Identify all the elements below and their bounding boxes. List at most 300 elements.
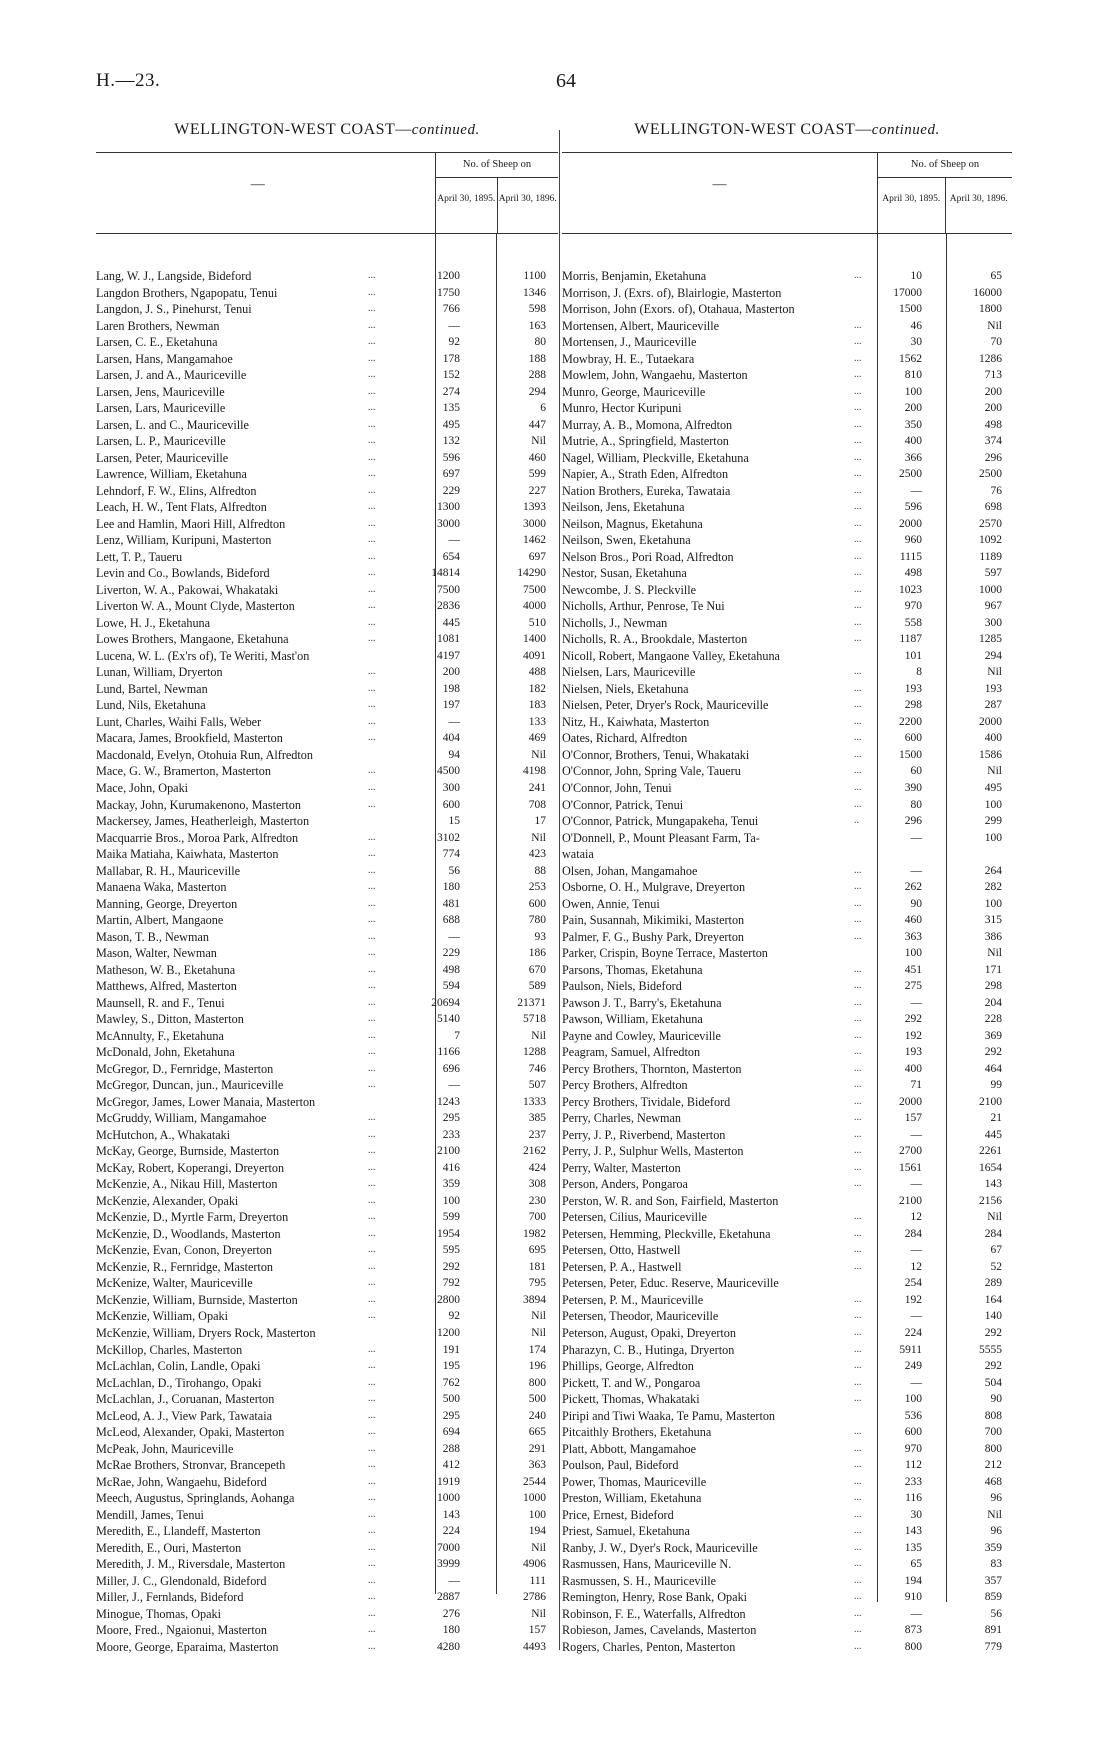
column-title-suffix: continued. [411,122,480,138]
owner-name: McKenzie, William, Dryers Rock, Masterton [96,1326,316,1340]
sheep-1896: 488 [528,666,546,679]
owner-name: Larsen, C. E., Eketahuna [96,335,218,350]
owner-name: Mallabar, R. H., Mauriceville [96,863,241,878]
sheep-1896: 2162 [523,1145,546,1158]
leader-dots: ... [854,1029,862,1041]
owner-name: Liverton, W. A., Pakowai, Whakataki [96,582,279,597]
leader-dots: ... [854,1607,862,1619]
sheep-1896: 164 [984,1293,1002,1306]
leader-dots: ... [368,583,376,595]
owner-name: McLeod, Alexander, Opaki, Masterton [96,1425,285,1440]
sheep-1896: 2261 [979,1145,1002,1158]
sheep-1896: 288 [528,369,546,382]
sheep-1895: — [448,930,460,943]
table-row [562,483,1012,500]
leader-dots: ... [368,550,376,562]
table-row [96,1127,558,1144]
sheep-1895: 152 [442,369,460,382]
page-number: 64 [556,70,576,92]
owner-name: Minogue, Thomas, Opaki [96,1606,222,1621]
leader-dots: ... [368,1046,376,1058]
table-row [562,1127,1012,1144]
owner-name: Petersen, Otto, Hastwell [562,1243,681,1258]
sheep-1896: 308 [528,1178,546,1191]
sheep-1895: 970 [904,1442,922,1455]
sheep-1896: 386 [984,930,1002,943]
sheep-1896: 212 [984,1459,1002,1472]
table-row [562,318,1012,335]
table-row [96,466,558,483]
owner-name: McGruddy, William, Mangamahoe [96,1111,267,1126]
sheep-1895: 132 [442,435,460,448]
sheep-1895: 262 [904,881,922,894]
sheep-1896: 7500 [523,583,546,596]
sheep-1895: 224 [904,1327,922,1339]
table-row [96,962,558,979]
leader-dots: ... [368,534,376,546]
sheep-1896: 99 [990,1079,1002,1092]
sheep-1895: 30 [910,336,922,349]
owner-name: McDonald, John, Eketahuna [96,1045,235,1060]
leader-dots: ... [854,451,862,463]
sheep-1896: 1189 [979,550,1002,563]
table-row [96,1143,558,1160]
owner-name: Larsen, Lars, Mauriceville [96,401,226,416]
leader-dots: ... [368,1227,376,1239]
sheep-1896: 88 [534,864,546,877]
table-row [562,1061,1012,1078]
owner-name: Larsen, L. P., Mauriceville [96,434,226,449]
table-row [562,1209,1012,1226]
sheep-1896: 808 [984,1409,1002,1422]
owner-name: Nitz, H., Kaiwhata, Masterton [562,714,710,729]
column-title-suffix: continued. [871,122,940,138]
sheep-1895: 654 [442,550,460,563]
table-row [562,301,1012,318]
leader-dots: ... [368,848,376,860]
table-row [96,763,558,780]
sheep-count-heading [435,153,558,233]
owner-name: Peagram, Samuel, Alfredton [562,1045,701,1060]
table-row [562,1573,1012,1590]
sheep-1895: 197 [442,699,460,712]
owner-name: Pickett, Thomas, Whakataki [562,1392,700,1407]
sheep-1896: 284 [984,1227,1002,1240]
owner-name: O'Connor, Patrick, Tenui [562,797,684,812]
owner-name: Munro, Hector Kuripuni [562,401,682,416]
owner-name: Nicholls, Arthur, Penrose, Te Nui [562,599,725,614]
owner-name: McLachlan, J., Coruanan, Masterton [96,1392,275,1407]
table-row [562,846,1012,863]
owner-name: Matheson, W. B., Eketahuna [96,962,236,977]
table-row [96,681,558,698]
owner-name: O'Connor, Patrick, Mungapakeha, Tenui [562,814,759,829]
table-row [562,433,1012,450]
sheep-1895: 135 [904,1541,922,1554]
sheep-1896: 93 [534,930,546,943]
owner-name: McKenzie, D., Woodlands, Masterton [96,1226,281,1241]
sheep-1896: 460 [528,451,546,464]
table-row [562,896,1012,913]
owner-name: Mackersey, James, Heatherleigh, Masterton [96,814,310,829]
sheep-1895: 100 [904,385,922,398]
leader-dots: ... [368,1409,376,1421]
sheep-1895: 101 [904,649,922,662]
owner-name: Parsons, Thomas, Eketahuna [562,962,703,977]
owner-name: McPeak, John, Mauriceville [96,1441,234,1456]
table-row [96,945,558,962]
sheep-1895: 1200 [437,270,460,282]
sheep-1896: 188 [528,352,546,365]
table-row [96,1044,558,1061]
owner-name: Poulson, Paul, Bideford [562,1458,679,1473]
sheep-count-label: No. of Sheep on [436,153,558,178]
leader-dots: ... [854,1161,862,1173]
owner-name: Perston, W. R. and Son, Fairfield, Masterton [562,1193,779,1208]
leader-dots: ... [368,1112,376,1124]
leader-dots: ... [368,1079,376,1091]
leader-dots: ... [368,1508,376,1520]
owner-name: Lowe, H. J., Eketahuna [96,615,211,630]
table-row [562,1110,1012,1127]
sheep-1895: 460 [904,914,922,927]
table-row [562,334,1012,351]
sheep-1896: 292 [984,1327,1002,1339]
sheep-1895: 157 [904,1112,922,1125]
sheep-1896: 133 [528,715,546,728]
sheep-1895: 404 [442,732,460,745]
leader-dots: ... [368,319,376,331]
sheep-1896: Nil [987,1508,1002,1521]
column-title-main: WELLINGTON-WEST COAST— [174,121,412,138]
owner-name: Mowlem, John, Wangaehu, Masterton [562,368,748,383]
sheep-1895: — [448,534,460,547]
leader-dots: ... [854,435,862,447]
owner-name: McKenzie, D., Myrtle Farm, Dreyerton [96,1210,289,1225]
leader-dots: ... [368,699,376,711]
owner-name: Langdon Brothers, Ngapopatu, Tenui [96,285,278,300]
leader-dots: ... [854,1244,862,1256]
sheep-1896: 292 [984,1046,1002,1059]
sheep-1895: 198 [442,682,460,695]
sheep-1896: 795 [528,1277,546,1290]
owner-name: Levin and Co., Bowlands, Bideford [96,566,270,581]
right-column-title [562,118,1012,142]
sheep-1895: — [910,1376,922,1389]
sheep-1895: 599 [442,1211,460,1224]
table-row [96,417,558,434]
sheep-1895: — [448,1574,460,1587]
sheep-1895: 800 [904,1640,922,1653]
table-row [562,1375,1012,1392]
sheep-1895: 254 [904,1277,922,1290]
table-row [562,1408,1012,1425]
owner-name: Rasmussen, Hans, Mauriceville N. [562,1557,732,1572]
table-row [562,714,1012,731]
leader-dots: ... [368,666,376,678]
owner-name: Petersen, Theodor, Mauriceville [562,1309,719,1324]
owner-name: Murray, A. B., Momona, Alfredton [562,417,733,432]
sheep-1895: 4280 [437,1640,460,1653]
sheep-1895: 233 [904,1475,922,1488]
sheep-1895: 558 [904,616,922,629]
sheep-1896: 600 [528,897,546,910]
table-row [562,1490,1012,1507]
owner-name: Phillips, George, Alfredton [562,1359,694,1374]
table-row [96,1077,558,1094]
table-row [96,384,558,401]
owner-name: Meredith, E., Llandeff, Masterton [96,1524,261,1539]
sheep-1895: 92 [448,336,460,349]
sheep-1895: 80 [910,798,922,811]
table-row [96,483,558,500]
sheep-1896: 52 [990,1260,1002,1273]
sheep-1895: 774 [442,848,460,861]
sheep-1895: 970 [904,600,922,613]
table-row [96,1606,558,1623]
owner-name: Palmer, F. G., Bushy Park, Dreyerton [562,929,745,944]
sheep-1895: 1500 [899,748,922,761]
table-row [562,400,1012,417]
leader-dots: ... [854,1145,862,1157]
sheep-1896: 21 [990,1112,1002,1125]
sheep-1896: 1400 [523,633,546,646]
owner-name: Osborne, O. H., Mulgrave, Dreyerton [562,880,746,895]
owner-name: Pawson, William, Eketahuna [562,1012,703,1027]
table-row [562,549,1012,566]
sheep-1895: 1115 [899,550,922,563]
leader-dots: ... [854,352,862,364]
sheep-1895: 1954 [437,1227,460,1240]
owner-name: Larsen, Peter, Mauriceville [96,450,229,465]
table-row [562,763,1012,780]
sheep-1895: 416 [442,1161,460,1174]
sheep-1895: 766 [442,303,460,316]
table-row [562,797,1012,814]
owner-name: Lund, Bartel, Newman [96,681,208,696]
sheep-1895: 284 [904,1227,922,1240]
sheep-1896: 237 [528,1128,546,1141]
sheep-1895: 4500 [437,765,460,778]
sheep-1895: 2887 [437,1591,460,1604]
owner-name: Munro, George, Mauriceville [562,384,706,399]
leader-dots: ... [368,897,376,909]
sheep-1895: 2100 [437,1145,460,1158]
table-row [562,1011,1012,1028]
sheep-1895: 233 [442,1128,460,1141]
sheep-1895: 1023 [899,583,922,596]
table-row [96,1474,558,1491]
owner-name: Lucena, W. L. (Ex'rs of), Te Weriti, Mast'on [96,648,310,663]
table-row [562,697,1012,714]
sheep-1896: 4198 [523,765,546,778]
sheep-1895: 600 [904,732,922,745]
sheep-1895: 92 [448,1310,460,1323]
table-row [562,879,1012,896]
sheep-1896: 599 [528,468,546,481]
sheep-1896: 96 [990,1525,1002,1538]
leader-dots: ... [854,270,862,281]
leader-dots: ... [854,682,862,694]
sheep-1896: 1654 [979,1161,1002,1174]
owner-name: McGregor, James, Lower Manaia, Masterton [96,1094,316,1109]
table-row [562,813,1012,830]
leader-dots: ... [854,1095,862,1107]
sheep-1895: — [448,715,460,728]
table-row [562,1424,1012,1441]
table-row [562,912,1012,929]
leader-dots: ... [368,1459,376,1471]
table-row [96,549,558,566]
document-reference: H.—23. [96,70,161,91]
sheep-1896: 4906 [523,1558,546,1571]
owner-name: Mortensen, J., Mauriceville [562,335,697,350]
table-row [562,466,1012,483]
sheep-1896: 400 [984,732,1002,745]
name-column-heading: — [712,177,727,192]
leader-dots: ... [368,385,376,397]
sheep-1896: 2786 [523,1591,546,1604]
leader-dots: ... [854,550,862,562]
table-row [96,1589,558,1606]
owner-name: Petersen, Cilius, Mauriceville [562,1210,707,1225]
leader-dots: ... [368,1525,376,1537]
table-row [562,450,1012,467]
table-row [96,1325,558,1342]
table-row [96,516,558,533]
leader-dots: ... [368,616,376,628]
sheep-1896: 800 [984,1442,1002,1455]
leader-dots: ... [368,1277,376,1289]
owner-name: Mortensen, Albert, Mauriceville [562,318,720,333]
table-row [96,1523,558,1540]
table-row [562,499,1012,516]
right-table-header [562,152,1012,234]
sheep-1895: 94 [448,748,460,761]
sheep-1896: 299 [984,815,1002,828]
owner-name: Lee and Hamlin, Maori Hill, Alfredton [96,516,286,531]
leader-dots: ... [854,1128,862,1140]
owner-name: Lawrence, William, Eketahuna [96,467,247,482]
owner-name: Mendill, James, Tenui [96,1507,204,1522]
sheep-1896: 385 [528,1112,546,1125]
owner-name: McKenzie, Alexander, Opaki [96,1193,239,1208]
leader-dots: ... [854,1574,862,1586]
sheep-1895: — [910,1128,922,1141]
table-row [96,532,558,549]
sheep-1896: 469 [528,732,546,745]
table-row [96,631,558,648]
sheep-1896: 500 [528,1393,546,1406]
table-row [562,1606,1012,1623]
leader-dots: ... [368,600,376,612]
owner-name: Morris, Benjamin, Eketahuna [562,269,707,283]
leader-dots: ... [854,1442,862,1454]
leader-dots: ... [854,1426,862,1438]
table-row [562,598,1012,615]
sheep-1896: 1285 [979,633,1002,646]
sheep-1896: 240 [528,1409,546,1422]
owner-name: McKenzie, A., Nikau Hill, Masterton [96,1177,278,1192]
sheep-1896: 1346 [523,286,546,299]
sheep-1895: 366 [904,451,922,464]
sheep-1895: 10 [910,270,922,282]
owner-name: Lang, W. J., Langside, Bideford [96,269,252,283]
leader-dots: ... [368,1640,376,1652]
leader-dots: ... [854,1624,862,1636]
sheep-1896: 100 [984,831,1002,844]
table-row [96,664,558,681]
table-row [96,1457,558,1474]
sheep-1896: 204 [984,996,1002,1009]
sheep-1895: 445 [442,616,460,629]
leader-dots: ... [368,1343,376,1355]
owner-name: Maunsell, R. and F., Tenui [96,995,225,1010]
sheep-1895: 135 [442,402,460,415]
sheep-1896: 859 [984,1591,1002,1604]
sheep-1896: 4493 [523,1640,546,1653]
sheep-1895: 7 [454,1029,460,1042]
sheep-1895: 810 [904,369,922,382]
sheep-1896: 2156 [979,1194,1002,1207]
owner-name: Remington, Henry, Rose Bank, Opaki [562,1590,748,1605]
sheep-1896: 665 [528,1426,546,1439]
owner-name: Pain, Susannah, Mikimiki, Masterton [562,913,745,928]
table-row [562,384,1012,401]
leader-dots: ... [854,798,862,810]
table-row [96,1292,558,1309]
sheep-1896: 1092 [979,534,1002,547]
sheep-1896: 4091 [523,649,546,662]
owner-name: Payne and Cowley, Mauriceville [562,1028,721,1043]
table-row [562,1308,1012,1325]
owner-name: McAnnulty, F., Eketahuna [96,1028,224,1043]
sheep-1895: 90 [910,897,922,910]
leader-dots: ... [854,1293,862,1305]
sheep-1896: 698 [984,501,1002,514]
table-row [562,995,1012,1012]
owner-name: McKenzie, William, Burnside, Masterton [96,1292,298,1307]
sheep-1895: 1561 [899,1161,922,1174]
owner-name: Mace, John, Opaki [96,780,189,795]
owner-name: Robinson, F. E., Waterfalls, Alfredton [562,1606,746,1621]
owner-name: Petersen, P. A., Hastwell [562,1259,682,1274]
sheep-1895: 17000 [893,286,922,299]
leader-dots: ... [368,798,376,810]
table-row [96,1622,558,1639]
sheep-1896: 1800 [979,303,1002,316]
owner-name: Moore, George, Eparaima, Masterton [96,1639,279,1654]
sheep-1896: 4000 [523,600,546,613]
sheep-1896: 228 [984,1013,1002,1026]
leader-dots: ... [854,484,862,496]
sheep-1896: Nil [531,435,546,448]
table-row [96,1441,558,1458]
owner-name: McRae Brothers, Stronvar, Brancepeth [96,1458,286,1473]
owner-name: Larsen, J. and A., Mauriceville [96,368,247,383]
sheep-1896: 780 [528,914,546,927]
table-row [96,1275,558,1292]
owner-name: McKenzie, William, Opaki [96,1309,228,1324]
sheep-1895: 451 [904,963,922,976]
sheep-1896: 1100 [523,270,546,282]
leader-dots: ... [368,1244,376,1256]
table-row [96,995,558,1012]
table-row [562,681,1012,698]
leader-dots: ... [368,1475,376,1487]
sheep-1895: 792 [442,1277,460,1290]
table-row [562,929,1012,946]
